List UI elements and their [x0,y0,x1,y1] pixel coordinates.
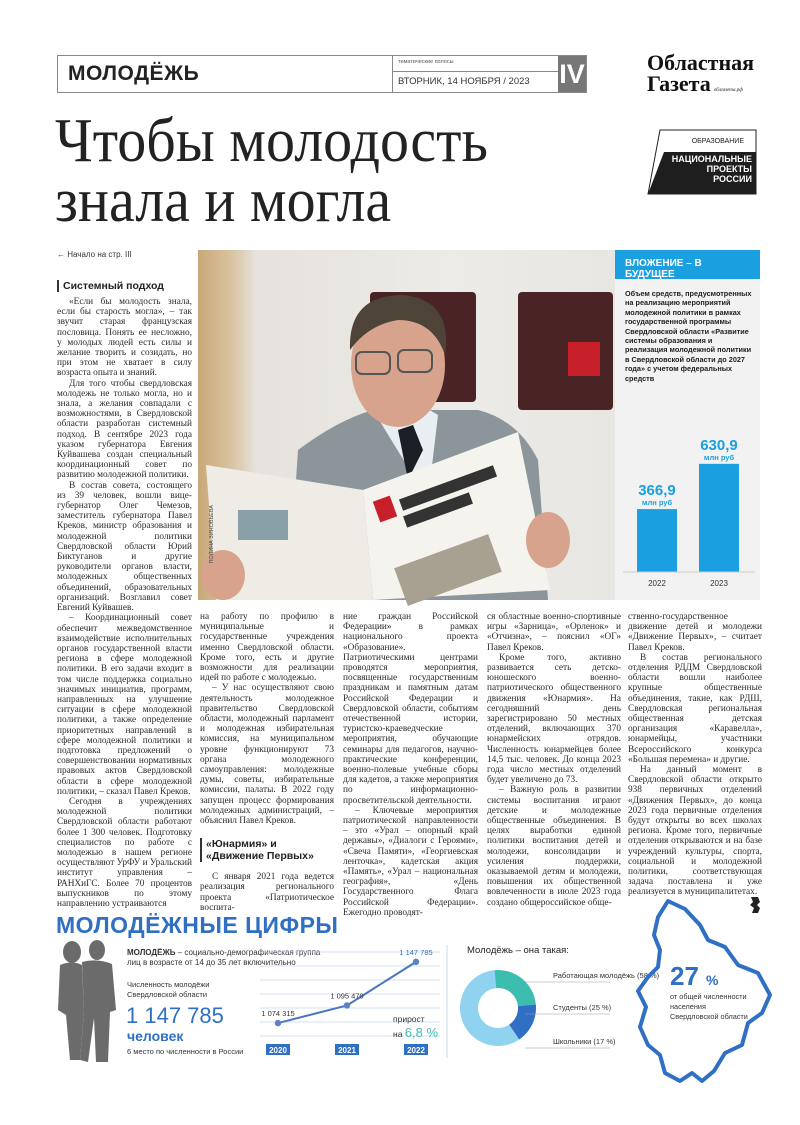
article-column-2b [200,872,334,913]
article-column-2-flow [200,612,334,913]
subhead-system: Системный подход [57,280,164,292]
donut-legend-label: Школьники (17 %) [553,1037,616,1046]
year-label: 2022 [407,1046,425,1055]
data-point [275,1020,281,1026]
paragraph: – Важную роль в развитии системы воспитания играют детские и молодежные общественные объединения. В целях выработки единой политики воспитания детей и молодежи, консолидации и усиления поддержки, оказываемой детям и молодежи, повышения их общественной вовлеченности в июле 2023 года создано общероссийское обще- [487,785,621,908]
article-column-4 [487,612,621,908]
badge-line1: НАЦИОНАЛЬНЫЕ [671,154,752,164]
year-label: 2020 [269,1046,287,1055]
paragraph: Сегодня в учреждениях молодежной политики Свердловской области работают более 1 300 человек. Подготовку специалистов по работе с молодежью в нашем регионе осуществляют УрФУ и Уральский институт управления – РАНХиГС. Более 70 процентов выпускников по этому направлению устраиваются [57,796,192,909]
article-column-2 [200,612,334,826]
bar-category-label: 2022 [648,579,666,588]
share-text: от общей численности населения Свердловской области [670,992,748,1021]
subhead-yunarmiya: «Юнармия» и «Движение Первых» [200,838,334,862]
youth-structure-donut-chart [455,960,660,1060]
paragraph: ственно-государственное движение детей и молодежи «Движение Первых», – считает Павел Креков. [628,612,762,653]
infographic-title: МОЛОДЁЖНЫЕ ЦИФРЫ [56,912,339,938]
growth [393,1025,438,1040]
article-title [55,104,488,236]
section-title: МОЛОДЁЖЬ [58,56,393,92]
badge-line2: ПРОЕКТЫ [706,164,752,174]
year-label: 2021 [338,1046,356,1055]
paragraph: С января 2021 года ведется реализация регионального проекта «Патриотическое воспита- [200,872,334,913]
definition-text: – социально-демографическая группа лиц в возрасте от 14 до 35 лет включительно [127,948,321,967]
point-label: 1 095 470 [330,991,364,1001]
investment-bar-chart [615,360,760,600]
population-rank: 6 место по численности в России [127,1047,244,1056]
investment-sidebar [615,250,760,600]
donut-slice [495,970,536,1006]
sidebar-description: Объем средств, предусмотренных на реализацию мероприятий молодежной политики в рамках государственной программы Свердловской области «Развитие системы образования и реализация молодежной политики в Свердловской области до 2027 года» с учетом федеральных средств [625,289,752,383]
definition-term: МОЛОДЁЖЬ [127,948,176,957]
section-header [57,55,587,93]
donut-title: Молодёжь – она такая: [467,945,569,956]
paragraph: – Координационный совет обеспечит межведомственное взаимодействие исполнительных органов государственной власти региона в сфере молодежной политики. В его задачи входит в том числе поддержка социально значимых инициатив, программ, направленных на улучшение ситуации в сфере молодежной политики, а также определение приоритетных направлений в сфере молодежной политики и подготовка предложений о совершенствовании нормативных правовых актов Свердловской области в сфере молодежной политики, – сказал Павел Креков. [57,613,192,797]
page-number: IV [558,56,586,92]
continued-text: Начало на стр. III [67,250,132,259]
article-column-1 [57,297,192,909]
couple-silhouette-icon [52,940,122,1065]
point-label: 1 074 315 [261,1009,295,1019]
rubric: тематические полосы [393,56,558,72]
title-line2: знала и могла [55,165,392,236]
population-label: Численность молодёжи Свердловской области [127,980,210,999]
paragraph: на работу по профилю в муниципальные и государственные учреждения именно Свердловской области. Кроме того, есть и другие возможности для реализации идей по работе с молодежью. [200,612,334,684]
title-line1: Чтобы молодость [55,104,488,175]
arrow-left-icon: ← [57,250,68,259]
badge-top-text: ОБРАЗОВАНИЕ [691,138,744,145]
badge-line3: РОССИИ [713,174,752,184]
paragraph: Для того чтобы свердловская молодежь не только могла, но и знала, а желания совпадали с возможностями, в Свердловской области разработан системный подход. В сентябре 2023 года указом губернатора Евгения Куйвашева создан специальный координационный совет по развитию молодежной политики. [57,378,192,481]
issue-date: ВТОРНИК, 14 НОЯБРЯ / 2023 [398,76,530,87]
paragraph: – Ключевые мероприятия патриотической направленности – это «Урал – опорный край державы», «Диалоги с Героями», «Свеча Памяти», «Георгиевская ленточка», кадетская акция «Память», «Урал – национальная география», «День Государственного Флага Российской Федерации». Ежегодно проводят- [343,805,478,918]
logo-line2: Газета [647,71,711,96]
national-projects-badge [646,128,758,196]
photo-official-reading-newspaper [198,250,615,600]
population-unit: человек [127,1028,184,1044]
population-line-chart [250,940,450,1060]
paragraph: ся областные военно-спортивные игры «Зарница», «Орленок» и «Отчизна», – пояснил «ОГ» Павел Креков. [487,612,621,653]
paragraph: ние граждан Российской Федерации» в рамках национального проекта «Образование». Патриотическими центрами проводятся мероприятия, посвященные государственным праздникам и памятным датам Российской Федерации и Свердловской области, событиям отечественной истории, туристско-краеведческие мероприятия, обучающие семинары для педагогов, научно-практические конференции, военно-полевые учебные сборы для кадетов, а также мероприятия по информационно-просветительской деятельности. [343,612,478,806]
sidebar-title: ВЛОЖЕНИЕ – В БУДУЩЕЕ [615,250,760,279]
photo-credit: ПОЛИНА ЗИНОВЬЕВА [209,505,215,564]
paragraph: Кроме того, активно развивается сеть детско-юношеского военно-патриотического общественного движения «Юнармия». На сегодняшний день зарегистрировано 50 местных отделений, включающих 370 юнармейских отрядов. Численность юнармейцев более 14,5 тыс. человек. До конца 2023 года число местных отделений будет увеличено до 73. [487,652,621,786]
data-point [413,959,419,965]
donut-legend-label: Студенты (25 %) [553,1003,612,1012]
donut-legend-label: Работающая молодёжь (58 %) [553,971,660,980]
paragraph: На данный момент в Свердловской области открыто 938 первичных отделений «Движения Первых», до конца 2023 года первичные отделения будут открыты во всех школах региона. Кроме того, первичные отделения открываются и на базе учреждений культуры, спорта, социальной и молодежной политики, соответствующая задача поставлена и уже реализуется в муниципалитетах. [628,765,762,898]
logo-site: облгазета.рф [713,88,743,93]
growth-label: прирост [393,1014,425,1024]
bar-2023 [699,464,739,572]
newspaper-logo [647,52,754,101]
bar-value-label: 630,9 [700,436,738,454]
paragraph: В состав совета, состоящего из 39 человек, вошли вице-губернатор Олег Чемезов, заместитель губернатора Павел Креков, министр образования и молодежной политики Свердловской области Юрий Биктуганов и другие руководители органов власти, молодежных общественных объединений, образовательных организаций. Возглавил совет Евгений Куйвашев. [57,480,192,614]
bar-unit-label: млн руб [641,498,673,508]
bar-category-label: 2023 [710,579,728,588]
population-value: 1 147 785 [126,1003,224,1028]
growth-prefix: на [393,1029,403,1039]
bar-unit-label: млн руб [703,452,735,462]
bar-value-label: 366,9 [638,482,676,500]
article-column-3 [343,612,478,918]
continued-from-link[interactable] [57,250,132,259]
logo-line1: Областная [647,50,755,75]
bar-2022 [637,509,677,572]
paragraph: – У нас осуществляют свою деятельность молодежное правительство Свердловской области, молодежный парламент и молодежная избирательная комиссия, на муниципальном уровне функционируют 73 органа молодежного самоуправления: молодежные думы, советы, избирательные комиссии, палаты. В 2022 году запущен процесс формирования молодежных администраций, – объяснил Павел Креков. [200,683,334,827]
share-value: 27 [670,961,699,991]
point-label: 1 147 785 [399,947,433,957]
growth-value: 6,8 % [404,1025,439,1040]
paragraph: В состав регионального отделения РДДМ Свердловской области вошли наиболее крупные общественные объединения, такие, как РДШ, Свердловская региональная общественная детская организация «Каравелла», юнармейцы, участники Всероссийского конкурса «Большая перемена» и другие. [628,652,762,765]
share-unit: % [706,972,719,988]
paragraph: «Если бы молодость знала, если бы старость могла», – так звучит старая французская пословица. Понять ее несложно, у молодых людей есть силы и желание творить и созидать, но при этом не хватает в силу возраста опыта и знаний. [57,297,192,379]
article-column-5 [628,612,762,898]
data-point [344,1002,350,1008]
